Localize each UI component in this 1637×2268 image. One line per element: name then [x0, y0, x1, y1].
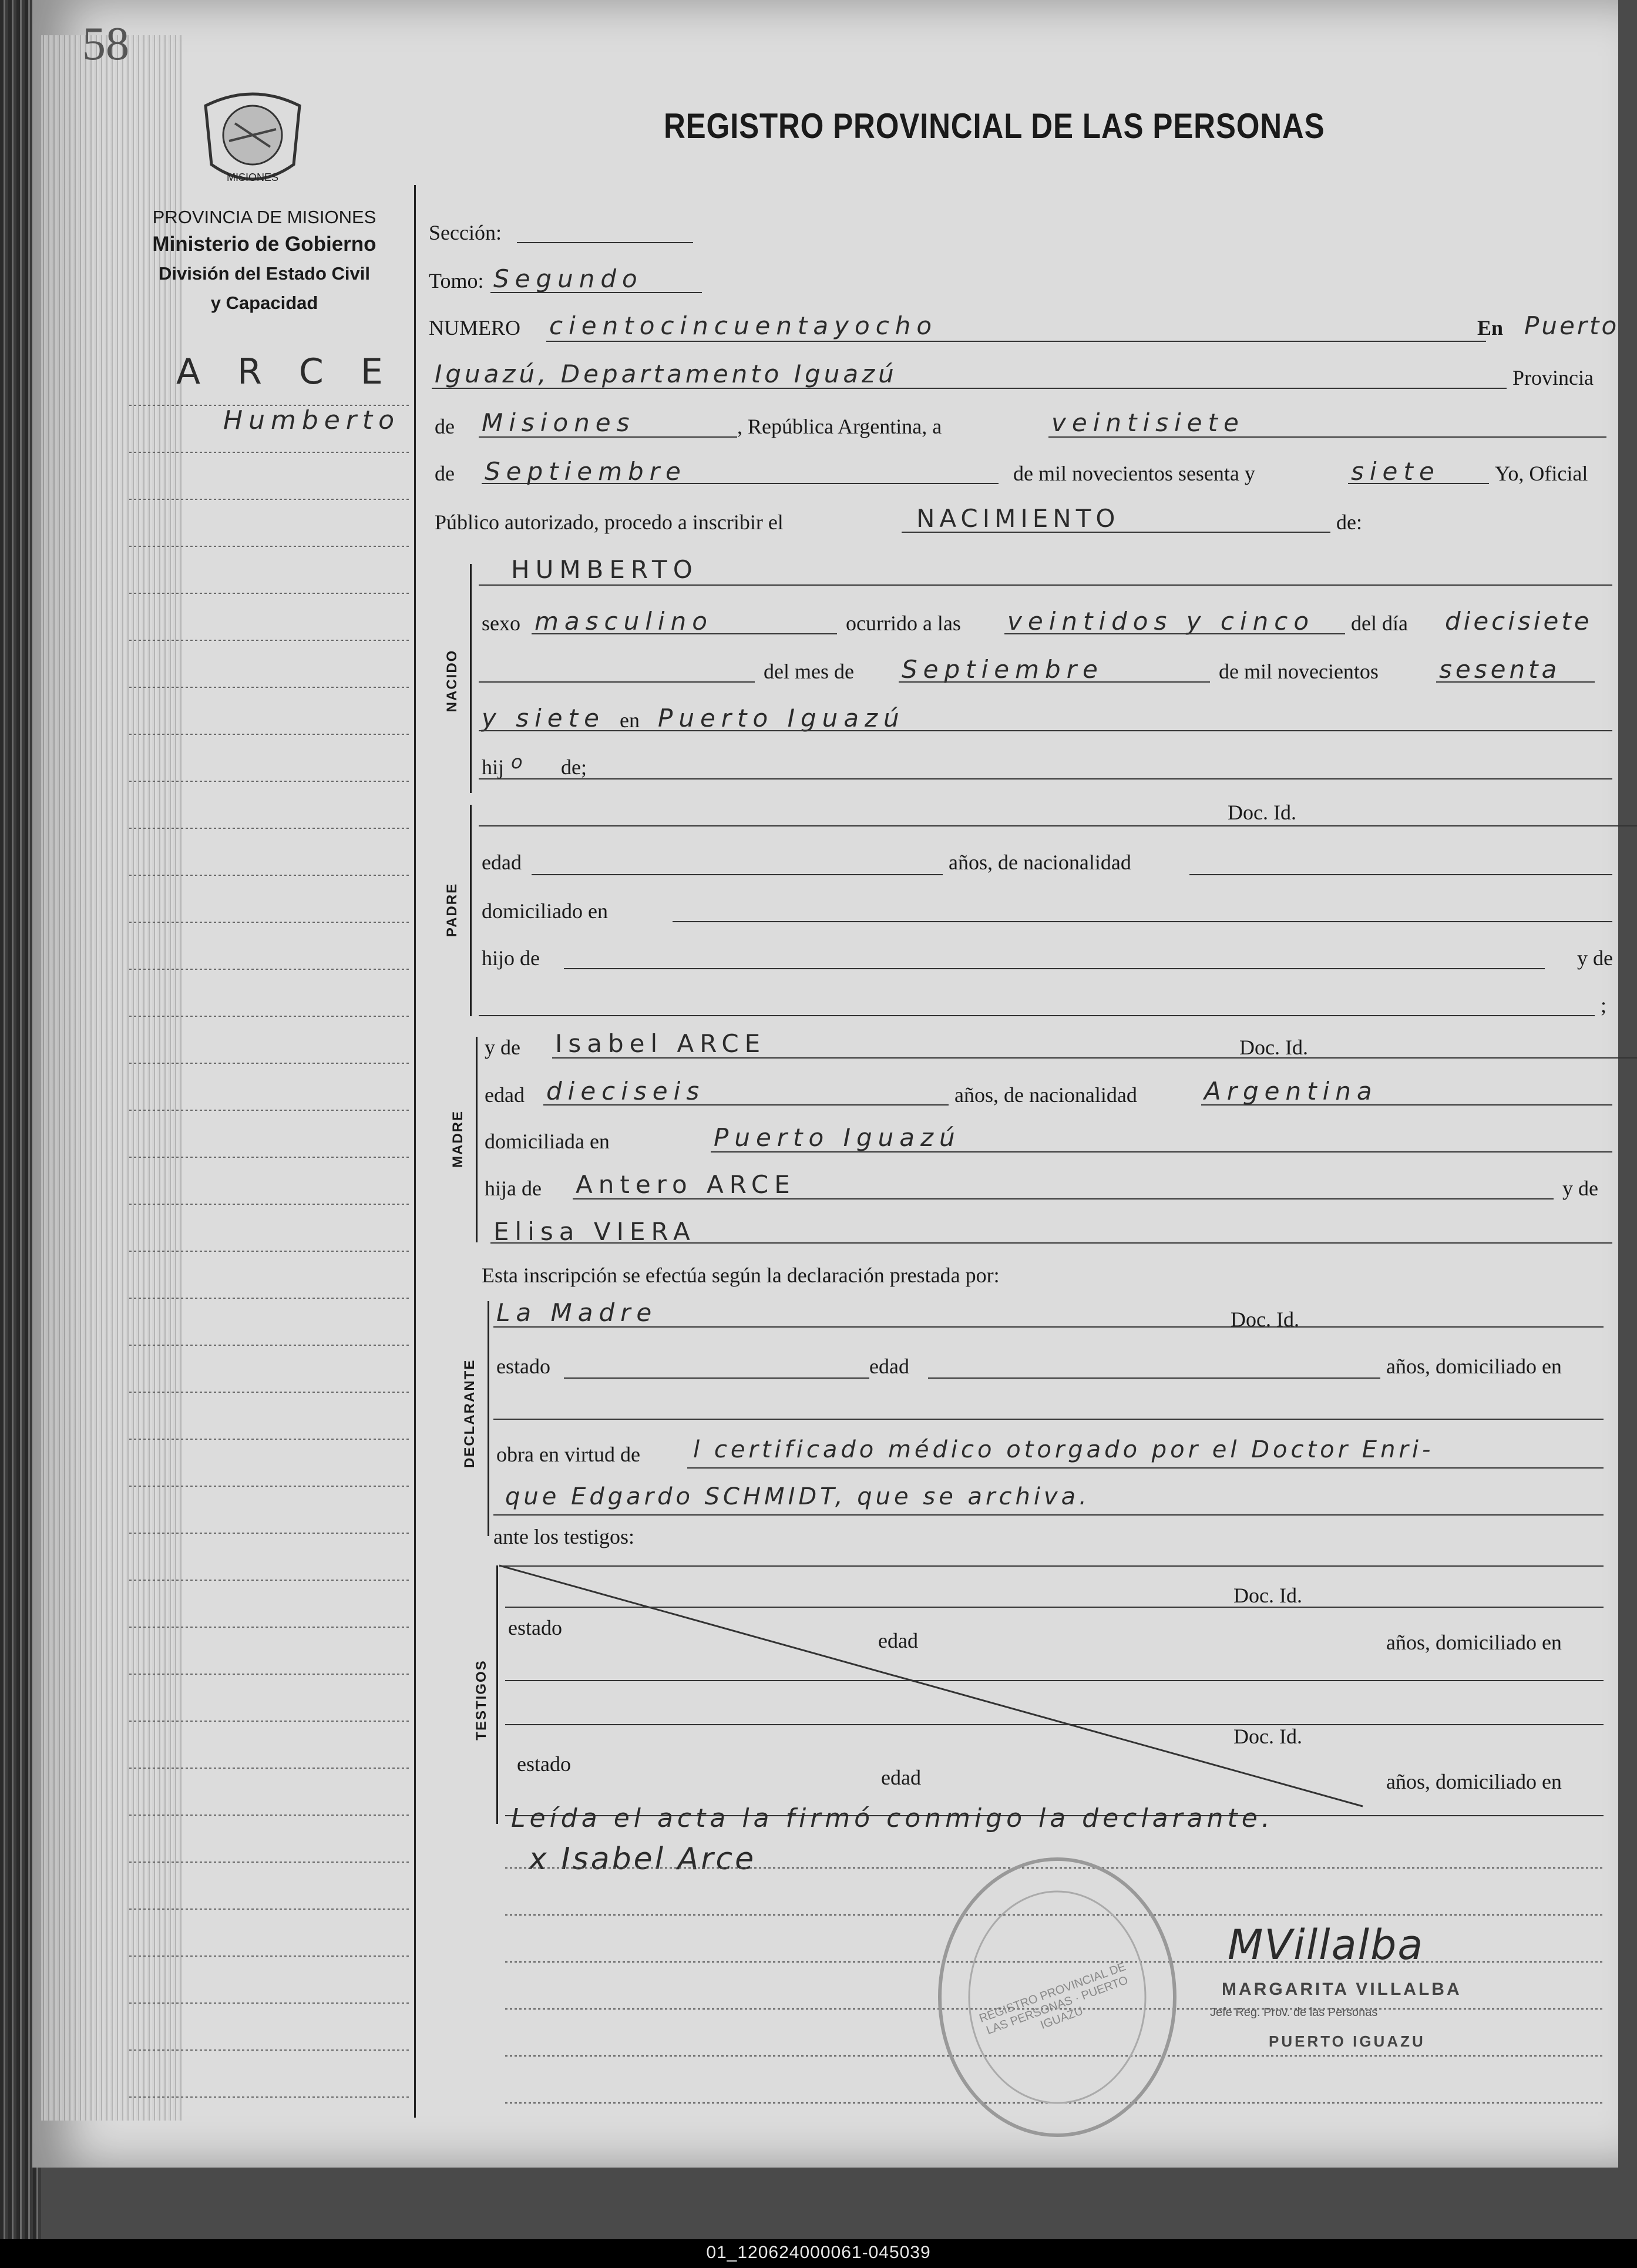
label-de-mes: de [435, 462, 455, 485]
label-de-prov: de [435, 415, 455, 438]
label-madre-dom: domiciliada en [485, 1130, 610, 1153]
value-lugar: Iguazú, Departamento Iguazú [435, 359, 898, 388]
line-madre-dom [711, 1151, 1612, 1153]
label-padre-dom: domiciliado en [482, 899, 608, 923]
line-declarante [493, 1326, 1604, 1328]
line-madre-edad [543, 1104, 949, 1106]
line-anio-acta [1348, 483, 1489, 484]
line-madre-nac [1201, 1104, 1612, 1106]
label-testigo2-estado: estado [517, 1752, 571, 1776]
label-tomo: Tomo: [429, 269, 484, 293]
margin-surname: A R C E [176, 351, 396, 392]
section-nacido: NACIDO [444, 649, 460, 713]
label-padre-semicolon: ; [1601, 993, 1607, 1017]
label-ante: ante los testigos: [493, 1525, 634, 1548]
section-declarante: DECLARANTE [462, 1359, 478, 1468]
page-number: 58 [82, 18, 129, 70]
official-name: MARGARITA VILLALBA [1222, 1980, 1462, 1999]
official-signature: MVillalba [1228, 1921, 1424, 1969]
label-publico: Público autorizado, procedo a inscribir el [435, 510, 784, 534]
line-obra2 [493, 1514, 1604, 1516]
line-obra1 [687, 1467, 1604, 1469]
label-testigo1-edad: edad [878, 1629, 918, 1652]
firma-declarante: x Isabel Arce [529, 1842, 757, 1877]
section-madre: MADRE [450, 1110, 466, 1168]
value-mes: Septiembre [902, 655, 1104, 684]
line-declarante-dom [493, 1419, 1604, 1420]
line-mes [899, 681, 1210, 683]
seal-label: MISIONES [226, 172, 279, 183]
label-provincia: Provincia [1512, 366, 1594, 389]
value-en: Puerto [1524, 311, 1619, 340]
label-declarante-edad: edad [869, 1355, 909, 1378]
line-declarante-estado [564, 1377, 869, 1379]
value-madre-edad: dieciseis [546, 1077, 705, 1106]
label-republica: , República Argentina, a [737, 415, 942, 438]
label-declarante-doc: Doc. Id. [1231, 1308, 1299, 1331]
value-obra2: que Edgardo SCHMIDT, que se archiva. [505, 1483, 1090, 1510]
value-dia: diecisiete [1445, 607, 1592, 636]
line-madre-padre [573, 1198, 1554, 1199]
label-declarante-estado: estado [496, 1355, 550, 1378]
value-nombre: HUMBERTO [511, 555, 698, 584]
line-hora [1004, 633, 1345, 634]
line-padre-dom [673, 921, 1612, 922]
value-tomo: Segundo [493, 264, 643, 293]
label-del-mes: del mes de [764, 660, 854, 683]
label-seccion: Sección: [429, 221, 502, 244]
stamp-text: REGISTRO PROVINCIAL DE LAS PERSONAS · PUERTO IGUAZU [977, 1960, 1130, 2037]
madre-bracket [476, 1037, 478, 1242]
line-nombre [479, 584, 1612, 586]
value-hora: veintidos y cinco [1007, 607, 1315, 636]
label-de-mil2: de mil novecientos [1219, 660, 1379, 683]
header-capacity: y Capacidad [210, 293, 318, 313]
label-testigo1-dom: años, domiciliado en [1386, 1631, 1562, 1654]
value-lugar-nac: Puerto Iguazú [658, 704, 905, 733]
label-de-colon: de: [1336, 510, 1362, 534]
label-testigo1-doc: Doc. Id. [1233, 1584, 1302, 1607]
label-declarante-dom: años, domiciliado en [1386, 1355, 1562, 1378]
value-obra1: l certificado médico otorgado por el Doctor Enri- [693, 1436, 1434, 1463]
value-hij: o [511, 751, 529, 773]
label-madre-yde: y de [485, 1036, 520, 1059]
line-mes-acta [482, 483, 999, 484]
line-acto [902, 532, 1330, 533]
label-madre-nac: años, de nacionalidad [954, 1083, 1137, 1107]
value-madre-madre: Elisa VIERA [493, 1217, 696, 1246]
margin-given-name: Humberto [223, 405, 401, 435]
label-sexo: sexo [482, 611, 520, 635]
value-provincia: Misiones [482, 408, 636, 437]
testigos-strike-line [493, 1563, 1374, 1809]
label-padre-hijo: hijo de [482, 946, 540, 970]
padre-bracket [470, 805, 472, 1016]
label-madre-hija: hija de [485, 1177, 542, 1200]
label-del-dia: del día [1351, 611, 1408, 635]
line-numero [546, 341, 1486, 342]
label-madre-edad: edad [485, 1083, 525, 1107]
line-padre-abuela [479, 1015, 1595, 1016]
label-testigo2-doc: Doc. Id. [1233, 1725, 1302, 1748]
value-madre-dom: Puerto Iguazú [714, 1123, 961, 1152]
line-madre-nombre [552, 1057, 1637, 1059]
label-testigo1-estado: estado [508, 1616, 562, 1639]
label-madre-yde2: y de [1562, 1177, 1598, 1200]
label-madre-doc: Doc. Id. [1239, 1036, 1308, 1059]
label-en2: en [620, 708, 640, 732]
line-madre-madre [490, 1242, 1612, 1244]
label-numero: NUMERO [429, 316, 521, 340]
label-testigo2-dom: años, domiciliado en [1386, 1770, 1562, 1793]
official-place: PUERTO IGUAZU [1269, 2032, 1426, 2050]
form-title: REGISTRO PROVINCIAL DE LAS PERSONAS [664, 106, 1325, 146]
footer-id: 01_120624000061-045039 [706, 2243, 931, 2262]
value-nota: Leída el acta la firmó conmigo la declarante. [511, 1803, 1274, 1833]
label-en: En [1477, 316, 1504, 340]
value-madre-nombre: Isabel ARCE [555, 1029, 767, 1058]
line-padre-nac [1189, 874, 1612, 875]
line-tomo [490, 292, 702, 293]
label-testigo2-edad: edad [881, 1766, 921, 1789]
value-mes-acta: Septiembre [485, 457, 687, 486]
label-padre-nac: años, de nacionalidad [949, 851, 1131, 874]
label-padre-edad: edad [482, 851, 522, 874]
label-yo-oficial: Yo, Oficial [1495, 462, 1588, 485]
value-numero: cientocincuentayocho [549, 311, 938, 340]
line-seccion [517, 242, 693, 243]
value-anio1: sesenta [1439, 655, 1561, 684]
line-blank-dia [479, 681, 755, 683]
header-ministry: Ministerio de Gobierno [152, 233, 377, 256]
line-padre-doc [1327, 825, 1612, 826]
value-madre-nac: Argentina [1204, 1077, 1378, 1106]
value-acto: NACIMIENTO [916, 504, 1120, 533]
line-dia-acta [1048, 436, 1606, 438]
label-de-semicolon: de; [561, 755, 587, 779]
label-de-mil: de mil novecientos sesenta y [1013, 462, 1255, 485]
line-declarante-edad [928, 1377, 1380, 1379]
value-dia-acta: veintisiete [1051, 408, 1245, 437]
line-sexo [532, 633, 837, 634]
value-anio-acta: siete [1351, 457, 1440, 486]
line-padre-hijo [564, 968, 1545, 969]
margin-ruled-lines [123, 376, 417, 2138]
label-padre-doc: Doc. Id. [1228, 801, 1296, 824]
value-madre-padre: Antero ARCE [576, 1170, 796, 1199]
line-lugar [432, 388, 1507, 389]
line-hij [479, 778, 1612, 779]
line-lugar-nac [479, 730, 1612, 731]
header-division: División del Estado Civil [158, 263, 371, 284]
official-role: Jefe Reg. Prov. de las Personas [1210, 2006, 1378, 2019]
header-province: PROVINCIA DE MISIONES [152, 207, 377, 227]
form-vertical-rule [414, 185, 416, 2118]
label-obra: obra en virtud de [496, 1443, 640, 1466]
value-sexo: masculino [535, 607, 713, 636]
label-padre-yde: y de [1577, 946, 1613, 970]
value-declarante: La Madre [496, 1298, 658, 1327]
line-padre-edad [532, 874, 943, 875]
provincial-seal-icon [194, 82, 311, 194]
section-padre: PADRE [444, 882, 460, 938]
value-anio2: y siete [482, 704, 605, 733]
label-hij: hij [482, 755, 505, 779]
line-provincia [479, 436, 737, 438]
line-anio1 [1436, 681, 1595, 683]
declarante-bracket [488, 1301, 489, 1536]
section-testigos: TESTIGOS [473, 1659, 489, 1741]
label-inscripcion: Esta inscripción se efectúa según la declaración prestada por: [482, 1264, 1000, 1287]
label-ocurrido: ocurrido a las [846, 611, 961, 635]
nacido-bracket [470, 564, 472, 793]
